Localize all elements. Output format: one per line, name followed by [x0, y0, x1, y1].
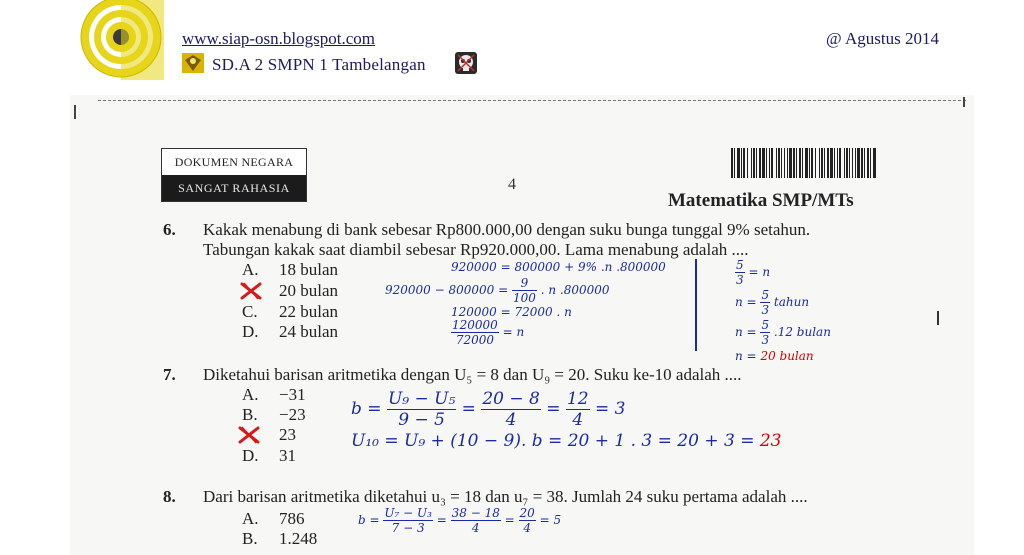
- work-line: [735, 318, 831, 347]
- cut-line: [98, 100, 966, 101]
- work-text: .12 bulan: [773, 325, 831, 339]
- question-text: Kakak menabung di bank sebesar Rp800.000,00 dengan suku bunga tunggal 9% setahun.: [203, 220, 811, 239]
- option-value: 23: [279, 425, 296, 444]
- wrong-cross-icon: [238, 425, 260, 445]
- fraction: [387, 389, 456, 430]
- denominator: 4: [523, 521, 531, 535]
- question-text: Tabungan kakak saat diambil sebesar Rp920.000,00. Lama menabung adalah ....: [203, 240, 749, 259]
- corner-mark: [963, 97, 965, 107]
- option-value: 1.248: [279, 529, 318, 548]
- site-link[interactable]: www.siap-osn.blogspot.com: [182, 29, 375, 48]
- denominator: 72000: [455, 333, 494, 347]
- work-text: . n .800000: [540, 283, 610, 297]
- margin-mark: [937, 311, 939, 325]
- numerator: U₉ − U₅: [387, 389, 456, 409]
- work-text: n =: [735, 349, 757, 363]
- numerator: 5: [761, 288, 770, 302]
- question-text: Diketahui barisan aritmetika dengan U₅ = 8 dan U₉ = 20. Suku ke-10 adalah ....: [203, 365, 742, 384]
- work-line: [451, 318, 524, 347]
- option-value: 18 bulan: [279, 260, 339, 279]
- option-value: 22 bulan: [279, 302, 339, 321]
- work-line: [735, 349, 814, 363]
- work-line: b = $\frac{\text{U₇ − U₃}}{7 - 3}$ = $\frac{38 - 18}{4}$ = $\frac{20}{4}$ = 5: [358, 506, 562, 535]
- fraction: [760, 318, 770, 347]
- work-text: U₁₀ = U₉ + (10 − 9). b = 20 + 1 . 3 = 20 + 3 =: [351, 431, 755, 451]
- work-line: [351, 431, 781, 451]
- fraction: [383, 506, 433, 535]
- question-number: 6.: [163, 220, 176, 239]
- denominator: 100: [513, 291, 536, 305]
- fraction: [451, 506, 501, 535]
- question-number: 8.: [163, 487, 176, 506]
- work-text: n =: [735, 295, 757, 309]
- denominator: 7 − 3: [391, 521, 425, 535]
- fraction: [451, 318, 499, 347]
- work-line: [735, 258, 770, 287]
- numerator: 12: [566, 389, 589, 409]
- option-letter: B.: [242, 405, 258, 424]
- option-letter: B.: [242, 529, 258, 548]
- skull-icon: [455, 52, 477, 74]
- numerator: 38 − 18: [451, 506, 500, 520]
- work-line: [735, 288, 809, 317]
- work-text: = n: [748, 265, 771, 279]
- work-line: b = $\frac{\text{U₉ − U₅}}{9 - 5}$ = $\frac{20 - 8}{4}$ = $\frac{12}{4}$ = 3: [351, 389, 626, 430]
- option-value: 24 bulan: [279, 322, 339, 341]
- option-value: −23: [279, 405, 306, 424]
- option-value: −31: [279, 385, 306, 404]
- denominator: 9 − 5: [398, 410, 445, 430]
- fraction: [512, 276, 537, 305]
- corner-mark: [74, 105, 76, 119]
- fraction: [481, 389, 541, 430]
- numerator: 5: [761, 318, 770, 332]
- numerator: 5: [736, 258, 744, 272]
- option-value: 786: [279, 509, 305, 528]
- question-text: Dari barisan aritmetika diketahui u₃ = 18 dan u₇ = 38. Jumlah 24 suku pertama adalah ....: [203, 487, 808, 506]
- work-text: n =: [735, 325, 757, 339]
- answer-text: 23: [759, 431, 782, 451]
- option-letter: A.: [242, 509, 259, 528]
- fraction: [735, 258, 745, 287]
- school-badge-icon: [182, 53, 204, 73]
- option-letter: C.: [242, 302, 258, 321]
- option-value: 20 bulan: [279, 281, 339, 300]
- subject-title: Matematika SMP/MTs: [668, 190, 854, 211]
- work-line: 920000 = 800000 + 9% .n .800000: [451, 260, 666, 274]
- blog-logo: [78, 0, 164, 80]
- wrong-cross-icon: [240, 281, 262, 301]
- header-date: @ Agustus 2014: [826, 29, 939, 48]
- header-subtitle: SD.A 2 SMPN 1 Tambelangan: [212, 55, 426, 74]
- option-letter: D.: [242, 322, 259, 341]
- work-line: [385, 276, 610, 305]
- doc-label-top: DOKUMEN NEGARA: [174, 155, 294, 169]
- denominator: 3: [761, 303, 770, 317]
- numerator: 9: [512, 276, 537, 291]
- denominator: 3: [761, 333, 770, 347]
- option-value: 31: [279, 446, 296, 465]
- barcode: [731, 148, 877, 178]
- page-number: 4: [508, 176, 516, 193]
- work-text: = 3: [594, 399, 626, 419]
- work-text: b =: [358, 513, 380, 527]
- work-text: b =: [351, 399, 382, 419]
- fraction: [566, 389, 590, 430]
- denominator: 4: [505, 410, 517, 430]
- work-text: 920000 − 800000 =: [385, 283, 509, 297]
- work-text: tahun: [773, 295, 810, 309]
- denominator: 4: [572, 410, 584, 430]
- denominator: 4: [471, 521, 480, 535]
- option-letter: D.: [242, 446, 259, 465]
- question-number: 7.: [163, 365, 176, 384]
- fraction: [519, 506, 536, 535]
- numerator: 120000: [452, 318, 498, 332]
- numerator: U₇ − U₃: [384, 506, 432, 520]
- work-line: 120000 = 72000 . n: [451, 305, 572, 319]
- work-text: = 5: [539, 513, 562, 527]
- numerator: 20: [519, 506, 535, 520]
- document-classification-box: [161, 148, 307, 202]
- answer-text: 20 bulan: [760, 349, 814, 363]
- work-text: = n: [502, 325, 525, 339]
- option-letter: A.: [242, 260, 259, 279]
- divider-line: [695, 259, 697, 351]
- numerator: 20 − 8: [482, 389, 540, 409]
- doc-label-bottom: SANGAT RAHASIA: [162, 175, 306, 201]
- option-letter: A.: [242, 385, 259, 404]
- denominator: 3: [736, 273, 744, 287]
- fraction: [760, 288, 770, 317]
